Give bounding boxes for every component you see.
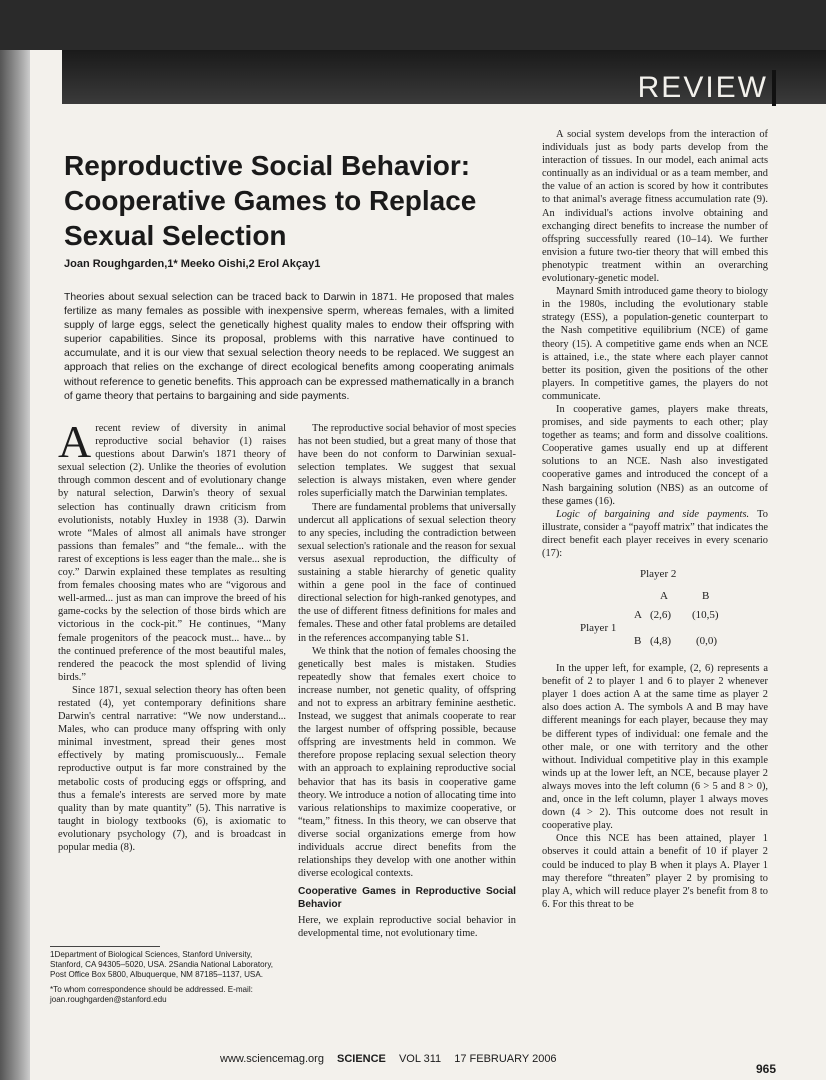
column-1 — [58, 416, 286, 854]
payoff-matrix — [542, 566, 768, 658]
paragraph: Here, we explain reproductive social behavior in developmental time, not evolutionary time. — [298, 915, 516, 940]
matrix-player2-label: Player 2 — [640, 568, 677, 581]
drop-cap: A — [58, 416, 92, 467]
paragraph: The reproductive social behavior of most species has not been studied, but a great many of those that have been do not conform to Darwinian sexual-selection templates. We suggest that sexual selection is always mistaken, even where gender roles superficially match the Darwinian templates. — [298, 423, 516, 500]
column-2 — [298, 422, 516, 940]
paragraph: We think that the notion of females choosing the genetically best males is mistaken. Studies repeatedly show that females exert choice to increase number, not genetic quality, of offspring and not to express an arbitrary feminine aesthetic. Instead, we suggest that animals cooperate to rear the largest number of offspring possible, because offspring are investments held in common. We therefore propose replacing sexual selection theory with an approach to explaining reproductive social behavior that has its basis in cooperative game theory. We introduce a notion of allocating time into various relationships to maximize cooperative, or “team,” fitness. In this theory, we can observe that diverse social organizations emerge from how individuals accrue direct benefits from the relationships they develop with one another within diverse ecological contexts. — [298, 645, 516, 880]
paragraph: There are fundamental problems that universally undercut all applications of sexual selection theory to any species, including the contradiction between sexual selection's rationale and the reason for sexual versus asexual reproduction, the difficulty of sustaining a stable hierarchy of genetic quality within a gene pool in the face of continued directional selection for high-ranked genotypes, and the use of different fitness definitions for males and females. These and other fatal problems are detailed in the references accompanying table S1. — [298, 501, 516, 644]
section-heading: Cooperative Games in Reproductive Social Behavior — [298, 886, 516, 910]
paragraph-text: recent review of diversity in animal reproductive social behavior (1) raises questions about Darwin's 1871 theory of sexual selection (2). Unlike the theories of evolution through common descent and of evolutionary change by natural selection, Darwin's theory of sexual selection has continually drawn criticism from evolutionists, notably Huxley in 1938 (3). Darwin wrote “Males of almost all animals have stronger passions than females” and “the female... with the rarest of exceptions is less eager than the male... she is coy.” Darwin explained these templates as resulting from females choosing mates who are “vigorous and well-armed... just as man can improve the breed of his game-cocks by the selection of those birds which are victorious in the cock-pit.” He continues, “Many female progenitors of the peacock must... have... by the continued preference of the most beautiful males, rendered the peacock the most splendid of living birds.” — [58, 423, 286, 683]
authors: Joan Roughgarden,1* Meeko Oishi,2 Erol Akçay1 — [64, 258, 321, 270]
matrix-row-b: B — [634, 635, 642, 648]
footnotes — [50, 950, 282, 1009]
footer-journal: SCIENCE — [337, 1053, 386, 1065]
matrix-col-a: A — [660, 590, 668, 603]
matrix-cell-bb: (0,0) — [696, 635, 718, 648]
matrix-cell-ba: (4,8) — [650, 635, 672, 648]
book-spine — [0, 50, 30, 1080]
matrix-cell-ab: (10,5) — [692, 609, 719, 622]
matrix-player1-label: Player 1 — [580, 622, 617, 635]
inline-heading: Logic of bargaining and side payments. — [556, 508, 750, 520]
footer-date: 17 FEBRUARY 2006 — [454, 1053, 557, 1065]
footer-volume: VOL 311 — [398, 1053, 442, 1065]
paragraph: Once this NCE has been attained, player 1 observes it could attain a benefit of 10 if player 2 could be induced to play B when it plays A. Player 1 may therefore “threaten” player 2 by promising to play A, which will reduce player 2's benefit from 8 to 6. For this threat to be — [542, 833, 768, 910]
paragraph: Maynard Smith introduced game theory to biology in the 1980s, including the evolutionary stable strategy (ESS), a population-genetic counterpart to the Nash competitive equilibrium (NCE) of game theory (15). A competitive game ends when an NCE is attained, i.e., the state where each player cannot better its position, given the positions of the other players. In competitive games, the players do not communicate. — [542, 286, 768, 402]
paragraph: Since 1871, sexual selection theory has often been restated (4), yet contemporary definitions share Darwin's central narrative: “We now understand... Males, who can produce many offspring with only minimal investment, spread their genes most effectively by mating promiscuously... Female reproductive output is far more constrained by the metabolic costs of producing eggs or offspring, and thus a female's interests are served more by mate quality than by mate quantity” (5). This narrative is taught in biology textbooks (6), is axiomatic to evolutionary psychology (7), and is broadcast in popular media (8). — [58, 684, 286, 853]
matrix-col-b: B — [702, 590, 710, 603]
intro-paragraph — [58, 416, 286, 684]
matrix-row-a: A — [634, 609, 642, 622]
section-label: REVIEW — [637, 71, 768, 104]
paragraph — [542, 508, 768, 560]
correspondence: *To whom correspondence should be addressed. E-mail: joan.roughgarden@stanford.edu — [50, 984, 253, 1004]
paragraph: In the upper left, for example, (2, 6) represents a benefit of 2 to player 1 and 6 to player 2 whenever player 1 does action A at the same time as player 2 also does action A. The symbols A and B may have different meanings for each player, because they may be different types of individual: one female and the other male, or one with territory and the other without. Individual competitive play in this example winds up at the lower left, an NCE, because player 2 always moves into the left column (6 > 5 and 8 > 0), and, once in the left column, player 1 always moves down (4 > 2). This outcome does not result in cooperative play. — [542, 663, 768, 832]
footer-url: www.sciencemag.org — [220, 1053, 324, 1065]
paragraph: A social system develops from the interaction of individuals just as body parts develop from the interaction of tissues. In our model, each animal acts continually as an individual or as a team member, and the value of an action is scored by how it contributes to that animal's average fitness accumulation rate (9). An individual's actions involve obtaining and exchanging direct benefits to increase the number of offspring successfully reared (10–14). We further envision a future two-tier theory that will embed this phenotypic treatment within an overarching evolutionary-genetic model. — [542, 129, 768, 285]
page-number: 965 — [755, 1062, 776, 1076]
column-3 — [542, 128, 768, 911]
page-footer — [220, 1053, 567, 1065]
abstract: Theories about sexual selection can be traced back to Darwin in 1871. He proposed that males fertilize as many females as possible with inexpensive sperm, whereas females, with a limited supply of large eggs, select the genetically highest quality males to endow their offspring with superior capabilities. Since its proposal, problems with this narrative have continued to accumulate, and it is our view that sexual selection theory needs to be replaced. We suggest an approach that relies on the exchange of direct ecological benefits among cooperating animals without reference to genetic benefits. This approach can be expressed mathematically in a branch of game theory that pertains to bargaining and side payments. — [64, 292, 514, 402]
matrix-cell-aa: (2,6) — [650, 609, 672, 622]
paragraph: In cooperative games, players make threats, promises, and side payments to each other; play together as teams; and form and dissolve coalitions. Cooperative games usually end up at different solutions to an NCE. Nash also investigated cooperative games and introduced the concept of a Nash bargaining solution (NBS) as an outcome of these games (16). — [542, 403, 768, 507]
affiliations: 1Department of Biological Sciences, Stanford University, Stanford, CA 94305–5020, USA. 2Sandia National Laboratory, Post Office Box 5800, Albuquerque, NM 87185–1137, USA. — [50, 950, 274, 980]
footnote-rule — [50, 946, 160, 947]
article-title: Reproductive Social Behavior: Cooperative Games to Replace Sexual Selection — [64, 150, 477, 251]
header-rule — [772, 70, 776, 106]
paragraph-text: To illustrate, consider a “payoff matrix” that indicates the direct benefit each player receives in every scenario (17): — [542, 508, 768, 559]
